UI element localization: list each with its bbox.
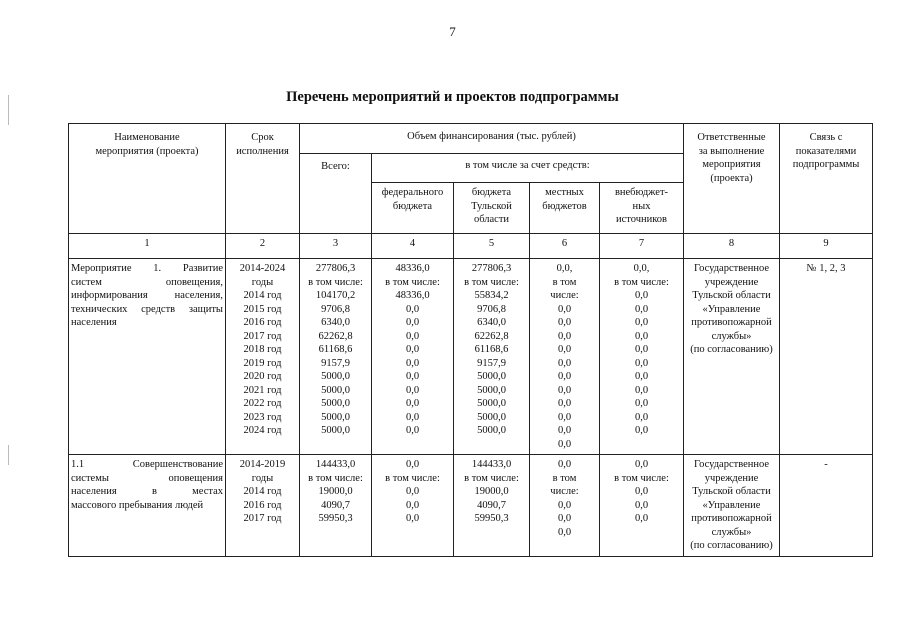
- measure-name: 1.1 Совершенствование системы оповещения населения в местах массового пребывания людей: [69, 455, 226, 557]
- measure-local: 0,0, в том числе: 0,0 0,0 0,0 0,0 0,0 0,0 0,0 0,0 0,0 0,0 0,0: [530, 259, 600, 455]
- measure-period: 2014-2019 годы 2014 год 2016 год 2017 год: [226, 455, 300, 557]
- measure-responsible: Государственное учреждение Тульской области «Управление противопожарной службы» (по согласованию): [684, 455, 780, 557]
- measure-federal: 0,0 в том числе: 0,0 0,0 0,0: [372, 455, 454, 557]
- measure-local: 0,0 в том числе: 0,0 0,0 0,0: [530, 455, 600, 557]
- col-number: 1: [69, 234, 226, 259]
- measure-federal: 48336,0 в том числе: 48336,0 0,0 0,0 0,0 0,0 0,0 0,0 0,0 0,0 0,0 0,0: [372, 259, 454, 455]
- col-number: 7: [600, 234, 684, 259]
- col-number: 8: [684, 234, 780, 259]
- measure-period: 2014-2024 годы 2014 год 2015 год 2016 год 2017 год 2018 год 2019 год 2020 год 2021 год 2022 год 2023 год 2024 год: [226, 259, 300, 455]
- header-name: Наименование мероприятия (проекта): [69, 124, 226, 234]
- measure-indicator-link: -: [780, 455, 873, 557]
- measure-total: 277806,3 в том числе: 104170,2 9706,8 6340,0 62262,8 61168,6 9157,9 5000,0 5000,0 5000,0 5000,0 5000,0: [300, 259, 372, 455]
- measure-extra: 0,0 в том числе: 0,0 0,0 0,0: [600, 455, 684, 557]
- header-period: Срок исполнения: [226, 124, 300, 234]
- measure-extra: 0,0, в том числе: 0,0 0,0 0,0 0,0 0,0 0,0 0,0 0,0 0,0 0,0 0,0: [600, 259, 684, 455]
- measure-name: Мероприятие 1. Развитие систем оповещения, информирования населения, технических средств защиты населения: [69, 259, 226, 455]
- header-link: Связь с показателями подпрограммы: [780, 124, 873, 234]
- measure-region: 144433,0 в том числе: 19000,0 4090,7 59950,3: [454, 455, 530, 557]
- measure-row: [69, 455, 873, 557]
- measures-table: [68, 123, 873, 557]
- col-number: 9: [780, 234, 873, 259]
- header-total: Всего:: [300, 154, 372, 234]
- header-region: бюджета Тульской области: [454, 183, 530, 234]
- page-number: 7: [449, 24, 456, 39]
- col-number: 4: [372, 234, 454, 259]
- column-number-row: [69, 234, 873, 259]
- header-financing: Объем финансирования (тыс. рублей): [300, 124, 684, 154]
- measure-row: [69, 259, 873, 455]
- header-responsible: Ответственные за выполнение мероприятия (проекта): [684, 124, 780, 234]
- col-number: 2: [226, 234, 300, 259]
- col-number: 3: [300, 234, 372, 259]
- measure-total: 144433,0 в том числе: 19000,0 4090,7 59950,3: [300, 455, 372, 557]
- header-local: местных бюджетов: [530, 183, 600, 234]
- header-federal: федерального бюджета: [372, 183, 454, 234]
- col-number: 5: [454, 234, 530, 259]
- document-title: Перечень мероприятий и проектов подпрограммы: [286, 89, 619, 105]
- header-extra: внебюджет- ных источников: [600, 183, 684, 234]
- header-including: в том числе за счет средств:: [372, 154, 684, 183]
- col-number: 6: [530, 234, 600, 259]
- scan-mark-left-lower: [8, 445, 9, 465]
- measure-region: 277806,3 в том числе: 55834,2 9706,8 6340,0 62262,8 61168,6 9157,9 5000,0 5000,0 5000,0 5000,0 5000,0: [454, 259, 530, 455]
- measure-indicator-link: № 1, 2, 3: [780, 259, 873, 455]
- header-row-1: [69, 124, 873, 154]
- measure-responsible: Государственное учреждение Тульской области «Управление противопожарной службы» (по согласованию): [684, 259, 780, 455]
